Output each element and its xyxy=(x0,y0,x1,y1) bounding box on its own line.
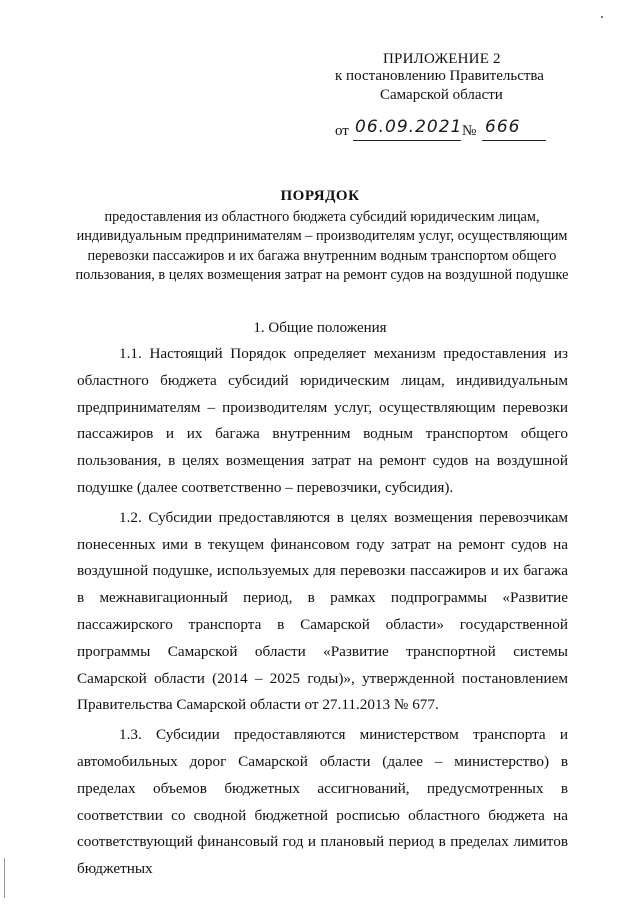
appendix-line-2: Самарской области xyxy=(380,87,503,103)
number-prefix: № xyxy=(462,123,477,139)
date-prefix: от xyxy=(335,123,349,139)
date-number-row xyxy=(335,119,595,143)
section-heading: 1. Общие положения xyxy=(253,320,387,336)
handwritten-date: 06.09.2021 xyxy=(355,117,463,137)
handwritten-number: 666 xyxy=(485,117,521,137)
paragraph-1-2: 1.2. Субсидии предоставляются в целях возмещения перевозчикам понесенных ими в текущем финансовом году затрат на ремонт судов на воздушной подушке, используемых для перевозки пассажиров и их багажа в межнавигационный период, в рамках подпрограммы «Развитие пассажирского транспорта в Самарской области» государственной программы Самарской области «Развитие транспортной системы Самарской области (2014 – 2025 годы)», утвержденной постановлением Правительства Самарской области от 27.11.2013 № 677. xyxy=(77,508,568,714)
appendix-title: ПРИЛОЖЕНИЕ 2 xyxy=(383,51,501,67)
document-subtitle: предоставления из областного бюджета субсидий юридическим лицам, индивидуальным предпринимателям – производителям услуг, осуществляющим перевозки пассажиров и их багажа внутренним водным транспортом общего пользования, в целях возмещения затрат на ремонт судов на воздушной подушке xyxy=(75,209,569,283)
number-underline xyxy=(482,140,546,141)
paragraph-1-3: 1.3. Субсидии предоставляются министерством транспорта и автомобильных дорог Самарской области (далее – министерство) в пределах объемов бюджетных ассигнований, предусмотренных в соответствии со сводной бюджетной росписью областного бюджета на соответствующий финансовый год и плановый период в пределах лимитов бюджетных xyxy=(77,726,568,878)
scan-edge-mark xyxy=(4,858,5,898)
scan-speck xyxy=(601,16,603,18)
document-title: ПОРЯДОК xyxy=(280,188,360,204)
document-body xyxy=(77,341,568,883)
paragraph-1-1: 1.1. Настоящий Порядок определяет механизм предоставления из областного бюджета субсидий юридическим лицам, индивидуальным предпринимателям – производителям услуг, осуществляющим перевозки пассажиров и их багажа внутренним водным транспортом общего пользования, в целях возмещения затрат на ремонт судов на воздушной подушке (далее соответственно – перевозчики, субсидия). xyxy=(77,345,568,496)
appendix-line-1: к постановлению Правительства xyxy=(335,68,544,84)
date-underline xyxy=(353,140,461,141)
